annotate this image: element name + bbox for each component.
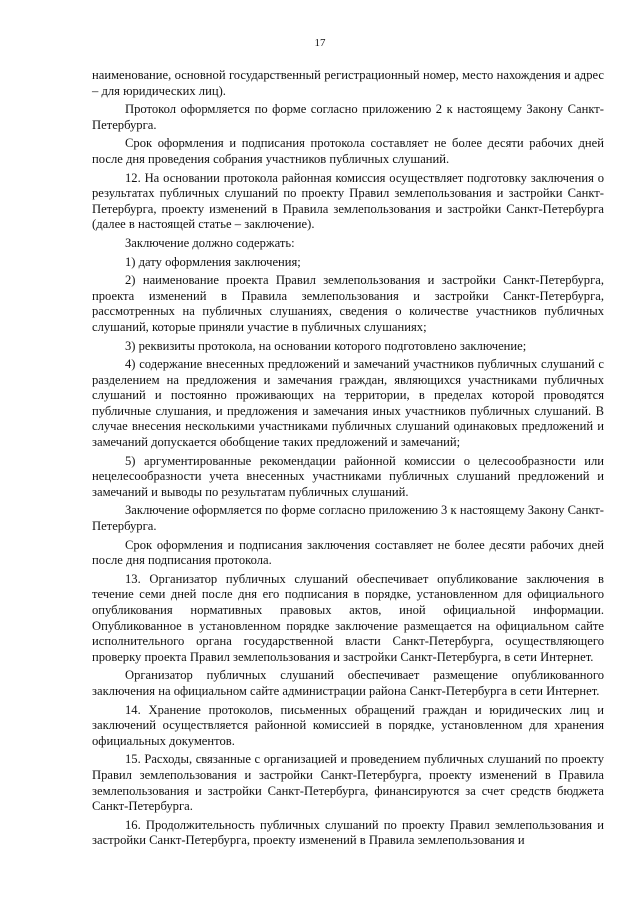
paragraph: 2) наименование проекта Правил землепользования и застройки Санкт-Петербурга, проекта изменений в Правила землепользования и застройки Санкт-Петербурга, рассмотренных на публичных слушаниях, сведения о количестве участников публичных слушаний, которые приняли участие в публичных слушаниях; — [92, 273, 604, 334]
paragraph: Заключение оформляется по форме согласно приложению 3 к настоящему Закону Санкт-Петербурга. — [92, 503, 604, 534]
paragraph: Заключение должно содержать: — [125, 235, 295, 250]
paragraph: 4) содержание внесенных предложений и замечаний участников публичных слушаний с разделением на предложения и замечания граждан, являющихся участниками публичных слушаний и постоянно проживающих на территории, в пределах которой проводятся публичные слушания, и предложения и замечания иных участников публичных слушаний. В случае внесения несколькими участниками публичных слушаний одинаковых предложений и замечаний допускается обобщение таких предложений и замечаний; — [92, 357, 604, 450]
paragraph: 1) дату оформления заключения; — [125, 254, 301, 269]
page-number: 17 — [314, 37, 326, 49]
paragraph: Срок оформления и подписания заключения составляет не более десяти рабочих дней после дня подписания протокола. — [92, 537, 604, 568]
paragraph: наименование, основной государственный регистрационный номер, место нахождения и адрес – для юридических лиц). — [92, 68, 604, 98]
paragraph: 12. На основании протокола районная комиссия осуществляет подготовку заключения о результатах публичных слушаний по проекту Правил землепользования и застройки Санкт-Петербурга, проекту изменений в Правила землепользования и застройки Санкт-Петербурга (далее в настоящей статье – заключение). — [92, 170, 604, 232]
paragraph: 5) аргументированные рекомендации районной комиссии о целесообразности или нецелесообразности учета внесенных участниками публичных слушаний предложений и замечаний и выводы по результатам публичных слушаний. — [92, 453, 604, 499]
paragraph: Организатор публичных слушаний обеспечивает размещение опубликованного заключения на официальном сайте администрации района Санкт-Петербурга в сети Интернет. — [92, 668, 604, 698]
paragraph: Срок оформления и подписания протокола составляет не более десяти рабочих дней после дня проведения собрания участников публичных слушаний. — [92, 136, 604, 166]
paragraph: 13. Организатор публичных слушаний обеспечивает опубликование заключения в течение семи дней после дня его подписания в порядке, установленном для официального опубликования нормативных правовых актов, иной официальной информации. Опубликованное в установленном порядке заключение размещается на официальном сайте исполнительного органа государственной власти Санкт-Петербурга, осуществляющего проверку проекта Правил землепользования и застройки Санкт-Петербурга, в сети Интернет. — [92, 571, 604, 664]
paragraph: Протокол оформляется по форме согласно приложению 2 к настоящему Закону Санкт-Петербурга. — [92, 102, 604, 132]
document-body — [92, 68, 604, 849]
paragraph: 16. Продолжительность публичных слушаний по проекту Правил землепользования и застройки Санкт-Петербурга, проекту изменений в Правила землепользования и — [92, 817, 604, 848]
paragraph: 14. Хранение протоколов, письменных обращений граждан и юридических лиц и заключений осуществляется районной комиссией в порядке, установленном для хранения официальных документов. — [92, 702, 604, 748]
paragraph: 3) реквизиты протокола, на основании которого подготовлено заключение; — [125, 338, 527, 353]
paragraph: 15. Расходы, связанные с организацией и проведением публичных слушаний по проекту Правил землепользования и застройки Санкт-Петербурга, проекту изменений в Правила землепользования и застройки Санкт-Петербурга, финансируются за счет средств бюджета Санкт-Петербурга. — [92, 752, 604, 814]
